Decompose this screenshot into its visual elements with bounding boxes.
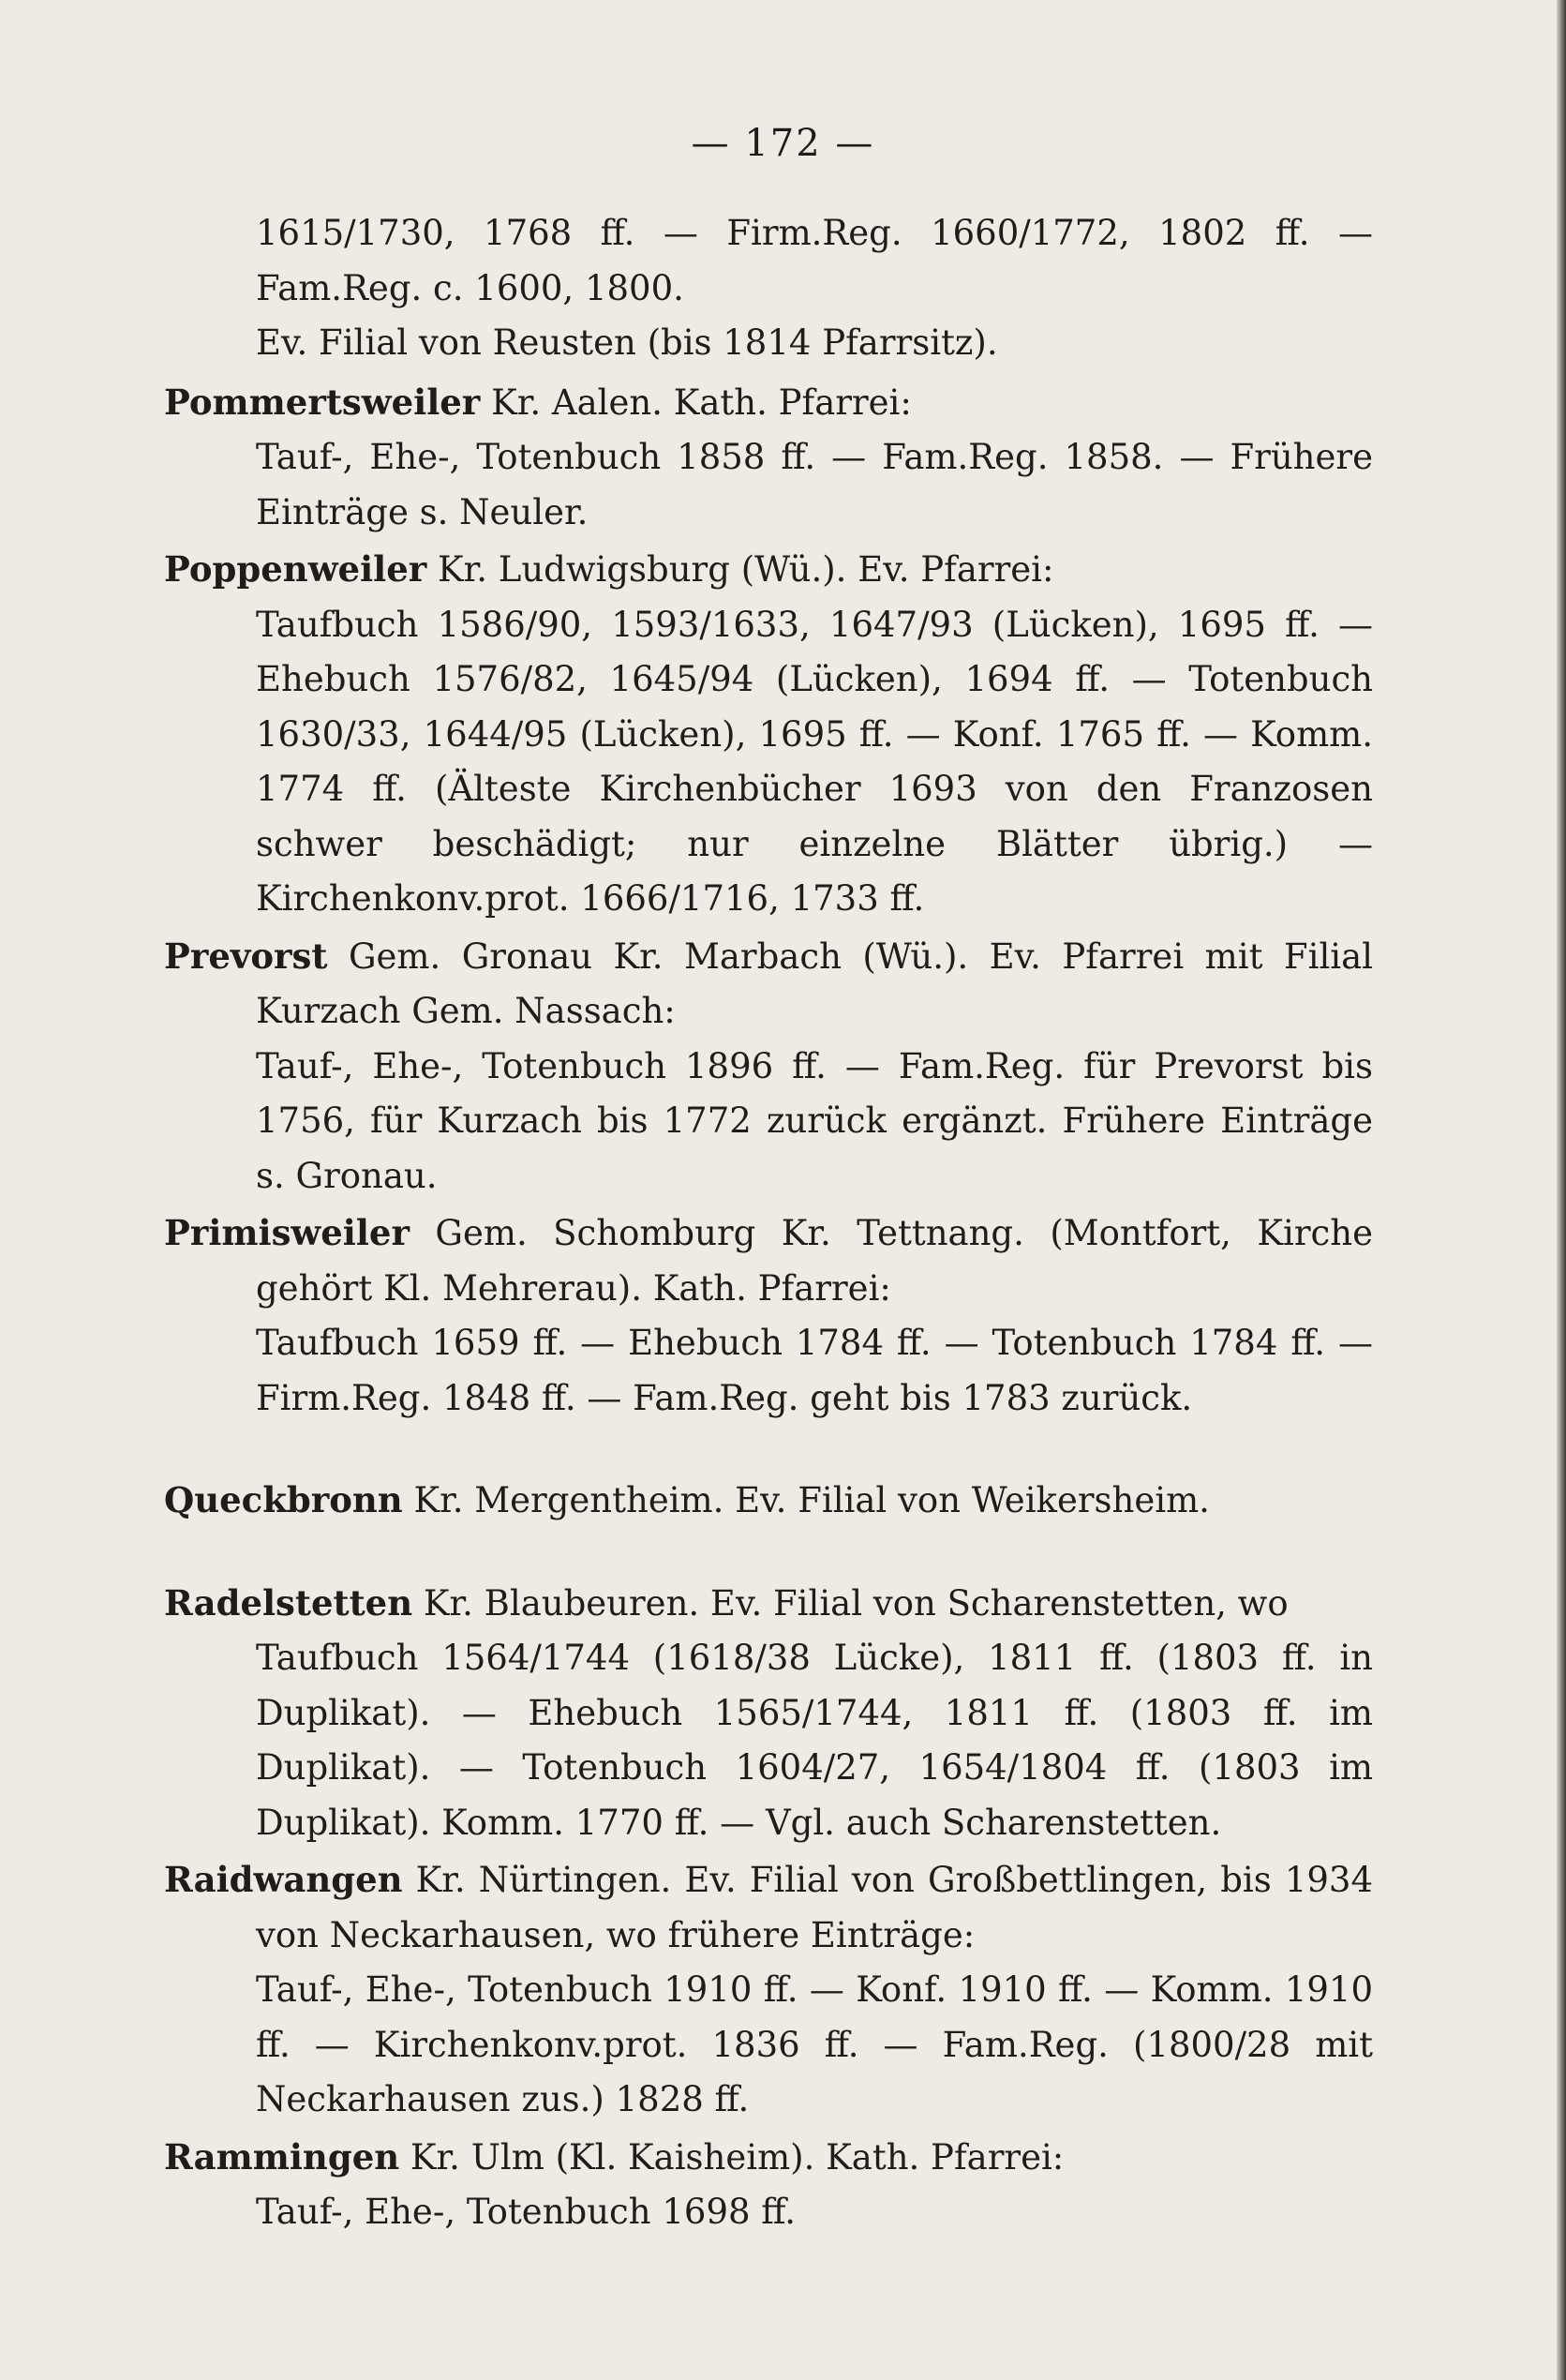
entry-body: Tauf-, Ehe-, Totenbuch 1858 ff. — Fam.Reg. 1858. — Frühere Einträge s. Neuler. [256, 437, 1373, 532]
entry-body: Tauf-, Ehe-, Totenbuch 1896 ff. — Fam.Reg. für Prevorst bis 1756, für Kurzach bis 1772 zurück ergänzt. Frühere Einträge s. Gronau. [256, 1045, 1373, 1196]
entry-radelstetten [164, 1576, 1373, 1632]
entry-desc: Gem. Schomburg Kr. Tettnang. (Montfort, Kirche gehört Kl. Mehrerau). Kath. Pfarrei: [256, 1213, 1373, 1309]
entry-body: Tauf-, Ehe-, Totenbuch 1910 ff. — Konf. 1910 ff. — Komm. 1910 ff. — Kirchenkonv.prot. 1836 ff. — Fam.Reg. (1800/28 mit Neckarhausen zus.) 1828 ff. [256, 1969, 1373, 2119]
entry-heading: Radelstetten [164, 1581, 413, 1624]
entry-body: Tauf-, Ehe-, Totenbuch 1698 ff. [256, 2192, 797, 2232]
entry-desc: Kr. Mergentheim. Ev. Filial von Weikersheim. [402, 1480, 1210, 1520]
entry-rammingen [164, 2130, 1373, 2186]
entry-desc: Gem. Gronau Kr. Marbach (Wü.). Ev. Pfarrei mit Filial Kurzach Gem. Nassach: [256, 936, 1373, 1031]
page-edge [1557, 0, 1566, 2380]
entry-heading: Pommertsweiler [164, 381, 481, 423]
entry-heading: Primisweiler [164, 1212, 410, 1253]
entry-heading: Rammingen [164, 2135, 400, 2178]
entry-primisweiler [164, 1205, 1373, 1316]
page-number: — 172 — [691, 122, 875, 165]
entry-raidwangen [164, 1852, 1373, 1963]
entry-heading: Raidwangen [164, 1859, 403, 1900]
entry-queckbronn [164, 1473, 1373, 1529]
entry-body: Taufbuch 1659 ff. — Ehebuch 1784 ff. — Totenbuch 1784 ff. — Firm.Reg. 1848 ff. — Fam.Reg. geht bis 1783 zurück. [256, 1323, 1373, 1418]
entry-body: Taufbuch 1586/90, 1593/1633, 1647/93 (Lücken), 1695 ff. — Ehebuch 1576/82, 1645/94 (Lücken), 1694 ff. — Totenbuch 1630/33, 1644/95 (Lücken), 1695 ff. — Konf. 1765 ff. — Komm. 1774 ff. (Älteste Kirchenbücher 1693 von den Franzosen schwer beschädigt; nur einzelne Blätter übrig.) — Kirchenkonv.prot. 1666/1716, 1733 ff. [256, 604, 1373, 919]
entry-prevorst [164, 929, 1373, 1040]
entry-poppenweiler [164, 542, 1373, 598]
page-content [164, 206, 1373, 2240]
entry-desc: Kr. Blaubeuren. Ev. Filial von Scharenstetten, wo [412, 1582, 1289, 1624]
entry-desc: Kr. Aalen. Kath. Pfarrei: [480, 382, 912, 423]
entry-heading: Prevorst [164, 935, 328, 977]
entry-desc: Kr. Ulm (Kl. Kaisheim). Kath. Pfarrei: [399, 2136, 1065, 2178]
entry-pommertsweiler [164, 375, 1373, 431]
continuation-line-2: Ev. Filial von Reusten (bis 1814 Pfarrsitz). [256, 322, 998, 363]
entry-body: Taufbuch 1564/1744 (1618/38 Lücke), 1811 ff. (1803 ff. in Duplikat). — Ehebuch 1565/1744, 1811 ff. (1803 ff. im Duplikat). — Totenbuch 1604/27, 1654/1804 ff. (1803 im Duplikat). Komm. 1770 ff. — Vgl. auch Scharenstetten. [256, 1638, 1373, 1843]
entry-desc: Kr. Nürtingen. Ev. Filial von Großbettlingen, bis 1934 von Neckarhausen, wo frühere Einträge: [256, 1860, 1373, 1955]
entry-heading: Queckbronn [164, 1479, 403, 1520]
entry-desc: Kr. Ludwigsburg (Wü.). Ev. Pfarrei: [426, 549, 1054, 590]
entry-heading: Poppenweiler [164, 548, 427, 590]
continuation-line-1: 1615/1730, 1768 ff. — Firm.Reg. 1660/1772, 1802 ff. — Fam.Reg. c. 1600, 1800. [256, 213, 1373, 308]
